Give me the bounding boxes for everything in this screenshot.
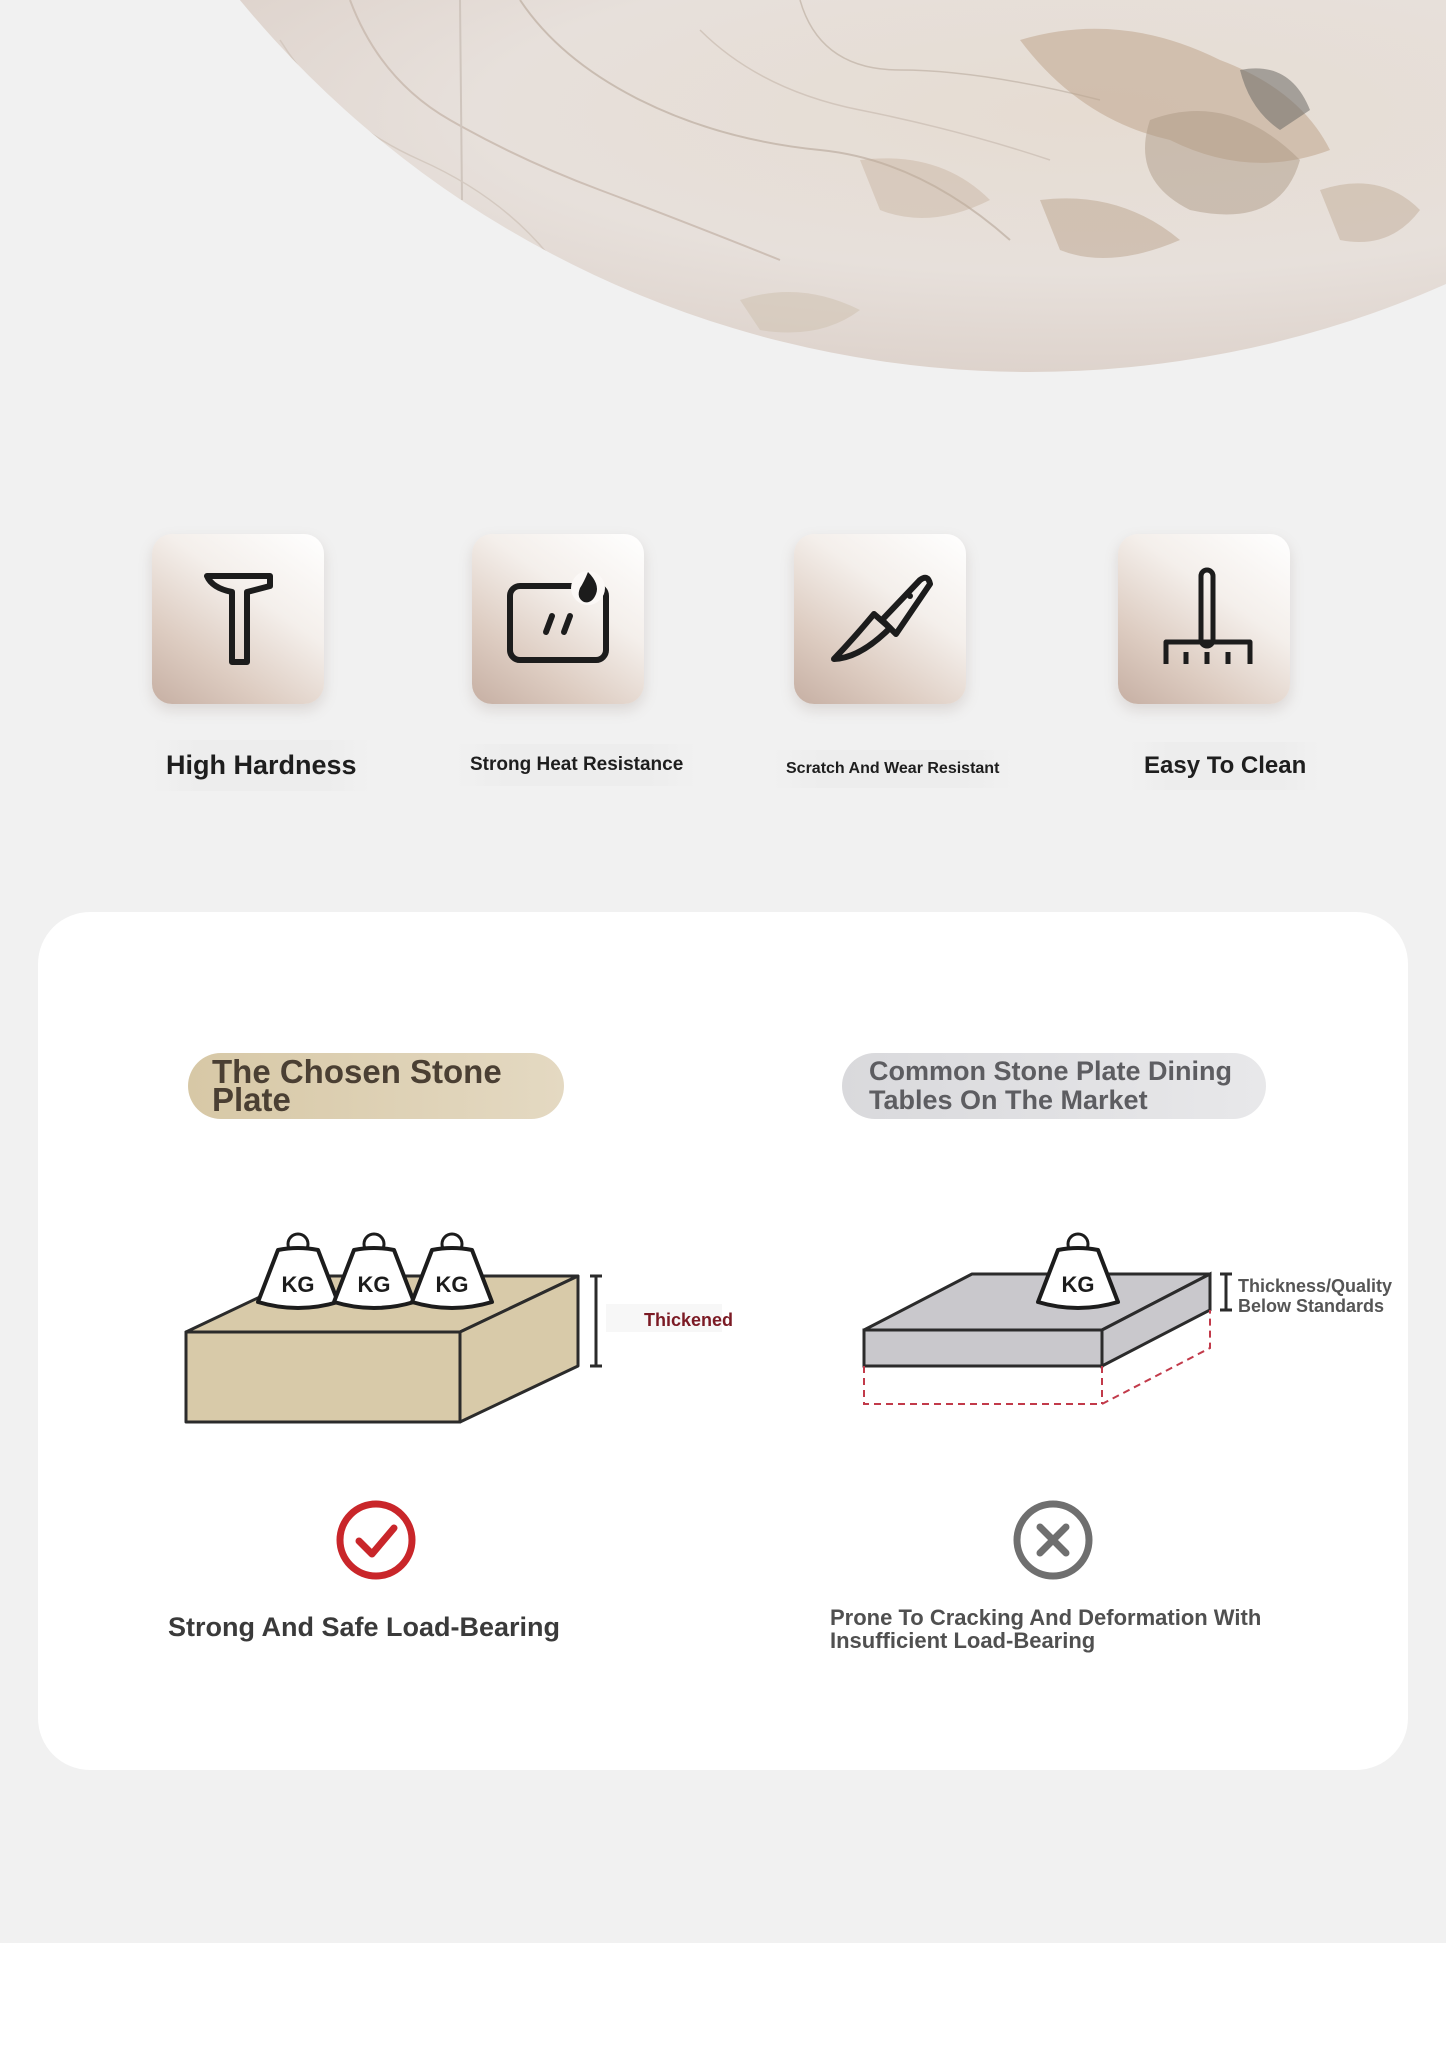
feature-label-heat-resistance: Strong Heat Resistance <box>456 744 697 786</box>
chosen-title-line-1: The Chosen Stone <box>212 1053 502 1090</box>
chosen-result-text: Strong And Safe Load-Bearing <box>168 1612 561 1642</box>
cross-circle-icon <box>1011 1498 1095 1582</box>
thickness-bracket <box>590 1276 602 1366</box>
common-title-line-2: Tables On The Market <box>869 1085 1148 1115</box>
kg-label-1: KG <box>281 1272 315 1297</box>
bottom-white-band <box>0 1943 1446 2048</box>
broom-icon <box>1118 534 1290 704</box>
chosen-stone-title-pill <box>188 1053 564 1119</box>
thick-slab-diagram <box>178 1222 758 1452</box>
comparison-card <box>38 912 1408 1770</box>
thin-thickness-bracket <box>1220 1274 1232 1310</box>
hammer-icon <box>152 534 324 704</box>
thin-slab-front <box>864 1330 1102 1366</box>
common-result-line-2: Insufficient Load-Bearing <box>830 1628 1096 1653</box>
feature-label-high-hardness: High Hardness <box>152 740 371 791</box>
below-standards-label-line-2: Below Standards <box>1238 1296 1385 1316</box>
thick-slab-front <box>186 1332 460 1422</box>
knife-icon <box>794 534 966 704</box>
high-hardness-tile <box>152 534 324 704</box>
kg-label-2: KG <box>357 1272 391 1297</box>
feature-label-scratch-resistant: Scratch And Wear Resistant <box>772 750 1013 788</box>
kg-weight-1 <box>258 1234 338 1308</box>
heat-resistant-pan-icon <box>472 534 644 704</box>
marble-tabletop-graphic <box>0 0 1446 380</box>
check-circle-icon <box>334 1498 418 1582</box>
marble-tabletop-image <box>0 0 1446 380</box>
kg-label-common: KG <box>1061 1272 1095 1297</box>
below-standards-label-line-1: Thickness/Quality <box>1238 1276 1393 1296</box>
thin-slab-diagram <box>858 1222 1418 1452</box>
kg-weight-3 <box>412 1234 492 1308</box>
common-result-line-1: Prone To Cracking And Deformation With <box>830 1605 1262 1630</box>
feature-label-easy-clean: Easy To Clean <box>1130 742 1320 790</box>
easy-clean-tile <box>1118 534 1290 704</box>
kg-weight-common <box>1038 1234 1118 1308</box>
kg-weight-2 <box>334 1234 414 1308</box>
scratch-resistance-tile <box>794 534 966 704</box>
kg-label-3: KG <box>435 1272 469 1297</box>
thickened-label: Thickened <box>644 1310 734 1330</box>
common-title-line-1: Common Stone Plate Dining <box>869 1056 1233 1086</box>
chosen-title-line-2: Plate <box>212 1081 291 1118</box>
heat-resistance-tile <box>472 534 644 704</box>
common-result-text <box>830 1606 1261 1652</box>
common-stone-title-pill <box>842 1053 1266 1119</box>
